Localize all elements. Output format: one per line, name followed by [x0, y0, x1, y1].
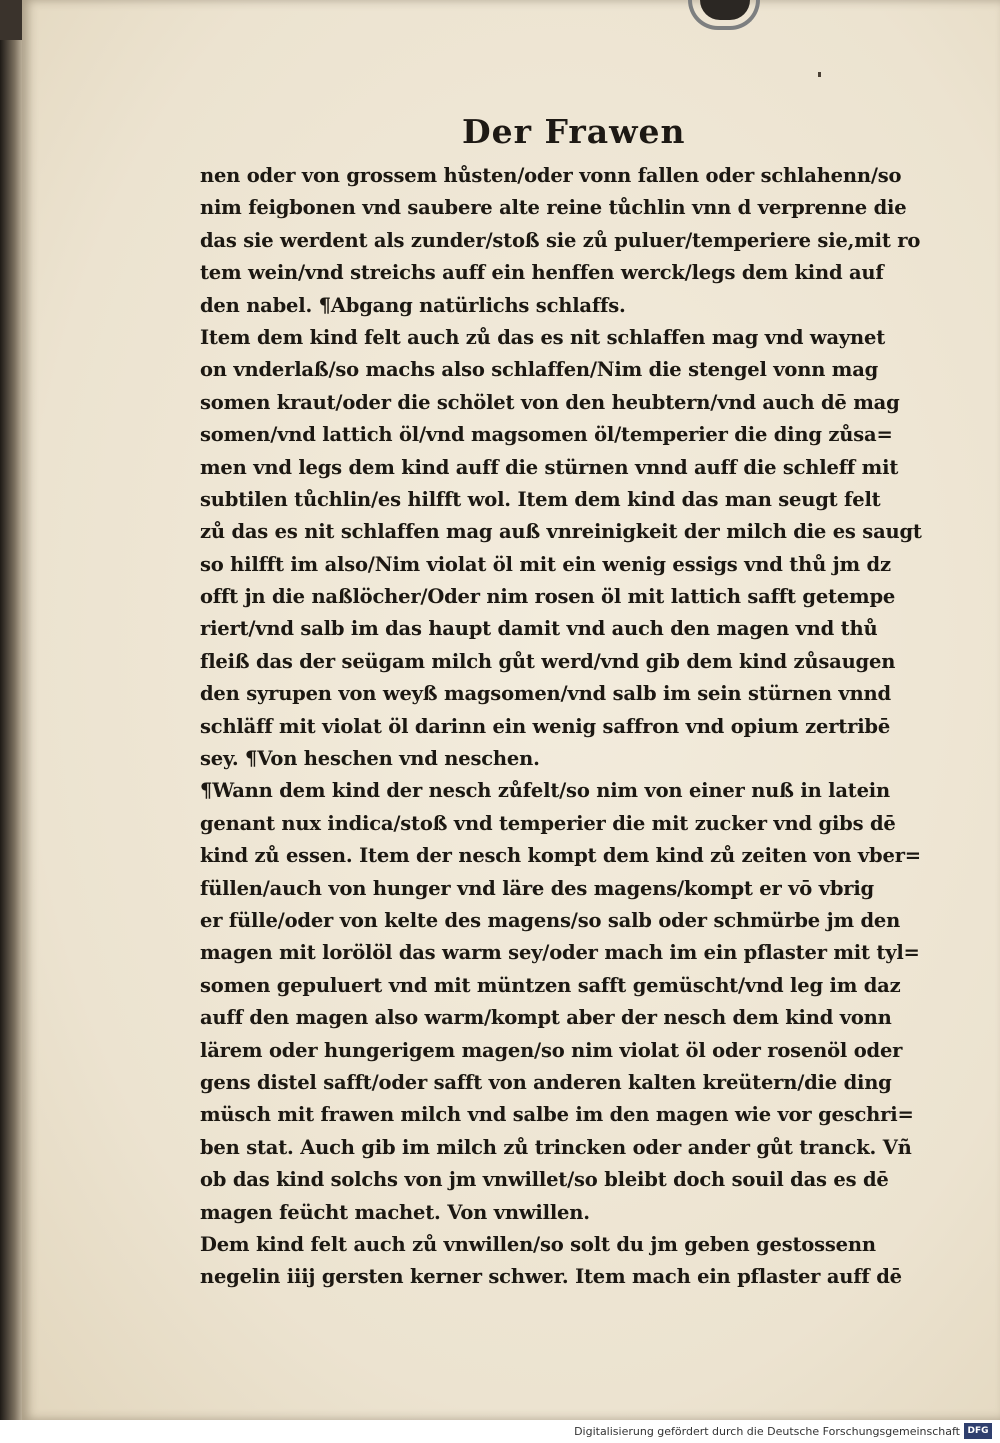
text-line: subtilen tůchlin/es hilfft wol. Item dem kind das man seugt felt	[200, 487, 881, 511]
text-line: schläff mit violat öl darinn ein wenig saffron vnd opium zertribē	[200, 714, 891, 738]
text-line: riert/vnd salb im das haupt damit vnd auch den magen vnd thů	[200, 617, 878, 641]
text-line: lärem oder hungerigem magen/so nim violat öl oder rosenöl oder	[200, 1038, 903, 1062]
text-line: magen feücht machet. Von vnwillen.	[200, 1200, 590, 1224]
footer-bar	[0, 1420, 1000, 1443]
text-line: ¶Wann dem kind der nesch zůfelt/so nim von einer nuß in latein	[200, 779, 890, 803]
text-line: somen gepuluert vnd mit müntzen safft gemüscht/vnd leg im daz	[200, 973, 901, 997]
text-line: ob das kind solchs von jm vnwillet/so bleibt doch souil das es dē	[200, 1168, 889, 1192]
text-line: müsch mit frawen milch vnd salbe im den magen wie vor geschri=	[200, 1103, 914, 1127]
text-line: sey. ¶Von heschen vnd neschen.	[200, 747, 540, 771]
text-line: so hilfft im also/Nim violat öl mit ein wenig essigs vnd thů jm dz	[200, 552, 891, 576]
text-line: offt jn die naßlöcher/Oder nim rosen öl mit lattich safft getempe	[200, 585, 896, 609]
dfg-logo: DFG	[964, 1423, 992, 1439]
text-line: magen mit lorölöl das warm sey/oder mach im ein pflaster mit tyl=	[200, 941, 920, 965]
text-line: das sie werdent als zunder/stoß sie zů puluer/temperiere sie,mit ro	[200, 228, 921, 252]
left-page-edge	[0, 40, 24, 1420]
funding-credit: Digitalisierung gefördert durch die Deutsche Forschungsgemeinschaft	[574, 1425, 960, 1438]
text-line: fleiß das der seügam milch gůt werd/vnd gib dem kind zůsaugen	[200, 649, 896, 673]
text-line: gens distel safft/oder safft von anderen kalten kreütern/die ding	[200, 1070, 892, 1094]
text-line: Item dem kind felt auch zů das es nit schlaffen mag vnd waynet	[200, 325, 886, 349]
text-line: ben stat. Auch gib im milch zů trincken oder ander gůt tranck. Vñ	[200, 1135, 912, 1159]
text-line: genant nux indica/stoß vnd temperier die mit zucker vnd gibs dē	[200, 811, 896, 835]
body-text	[200, 160, 960, 1294]
page-mark	[818, 72, 821, 77]
text-line: negelin iiij gersten kerner schwer. Item mach ein pflaster auff dē	[200, 1265, 902, 1289]
text-line: den syrupen von weyß magsomen/vnd salb im sein stürnen vnnd	[200, 682, 891, 706]
text-line: somen kraut/oder die schölet von den heubtern/vnd auch dē mag	[200, 390, 900, 414]
text-line: tem wein/vnd streichs auff ein henffen werck/legs dem kind auf	[200, 261, 884, 285]
text-line: kind zů essen. Item der nesch kompt dem kind zů zeiten von vber=	[200, 844, 921, 868]
text-line: auff den magen also warm/kompt aber der nesch dem kind vonn	[200, 1006, 892, 1030]
running-head: Der Frawen	[462, 112, 686, 151]
text-line: den nabel. ¶Abgang natürlichs schlaffs.	[200, 293, 626, 317]
text-line: Dem kind felt auch zů vnwillen/so solt du jm geben gestossenn	[200, 1232, 876, 1256]
text-line: er fülle/oder von kelte des magens/so salb oder schmürbe jm den	[200, 908, 901, 932]
text-line: nen oder von grossem hůsten/oder vonn fallen oder schlahenn/so	[200, 164, 902, 187]
text-line: on vnderlaß/so machs also schlaffen/Nim die stengel vonn mag	[200, 358, 879, 382]
text-line: füllen/auch von hunger vnd läre des magens/kompt er vō vbrig	[200, 876, 874, 900]
text-line: zů das es nit schlaffen mag auß vnreinigkeit der milch die es saugt	[200, 520, 922, 544]
text-line: somen/vnd lattich öl/vnd magsomen öl/temperier die ding zůsa=	[200, 423, 893, 447]
text-line: nim feigbonen vnd saubere alte reine tůchlin vnn d verprenne die	[200, 196, 907, 220]
text-line: men vnd legs dem kind auff die stürnen vnnd auff die schleff mit	[200, 455, 899, 479]
